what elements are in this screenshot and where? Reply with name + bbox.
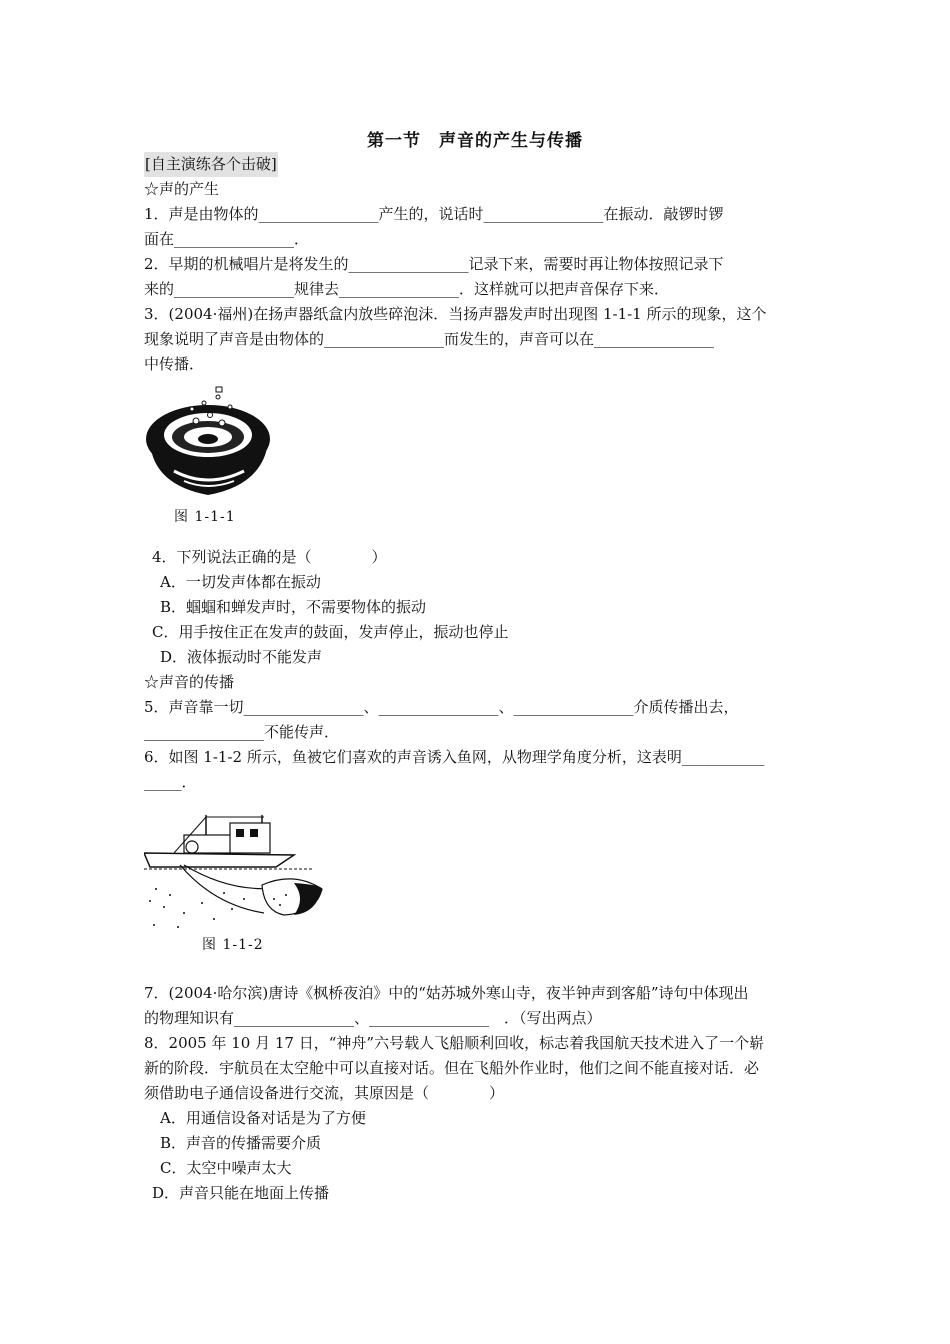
heading-sound-propagation: ☆声音的传播 xyxy=(144,673,235,691)
question-6-line-2: _____． xyxy=(144,773,197,791)
question-4-option-a: A．一切发声体都在振动 xyxy=(160,573,321,591)
question-4-option-b: B．蝈蝈和蝉发声时，不需要物体的振动 xyxy=(160,598,427,616)
question-8-option-b: B．声音的传播需要介质 xyxy=(160,1134,322,1152)
question-7-line-1: 7．(2004·哈尔滨)唐诗《枫桥夜泊》中的“姑苏城外寒山寺，夜半钟声到客船”诗句中体现出 xyxy=(144,984,749,1002)
question-8-option-a: A．用通信设备对话是为了方便 xyxy=(160,1109,366,1127)
question-1-line-2: 面在________________． xyxy=(144,230,310,248)
question-4-stem: 4．下列说法正确的是（ ） xyxy=(152,548,387,566)
figure-speaker xyxy=(144,377,808,503)
question-2-line-2: 来的________________规律去________________．这样就可以把声音保存下来． xyxy=(144,280,670,298)
question-5-line-2: ________________不能传声． xyxy=(144,723,340,741)
heading-sound-production: ☆声的产生 xyxy=(144,180,220,198)
question-7-line-2: 的物理知识有________________、________________ ．（写出两点） xyxy=(144,1009,602,1027)
question-3-line-1: 3．(2004·福州)在扬声器纸盒内放些碎泡沫．当扬声器发声时出现图 1-1-1 所示的现象，这个 xyxy=(144,305,767,323)
page-title: 第一节 声音的产生与传播 xyxy=(367,131,583,151)
question-8-line-3: 须借助电子通信设备进行交流，其原因是（ ） xyxy=(144,1084,505,1102)
worksheet-content xyxy=(144,152,808,1206)
question-8-line-2: 新的阶段．宇航员在太空舱中可以直接对话。但在飞船外作业时，他们之间不能直接对话．必 xyxy=(144,1059,760,1077)
question-8-option-d: D．声音只能在地面上传播 xyxy=(152,1184,330,1202)
question-1-line-1: 1．声是由物体的________________产生的，说话时________________在振动．敲锣时锣 xyxy=(144,205,724,223)
question-4-option-c: C．用手按住正在发声的鼓面，发声停止，振动也停止 xyxy=(152,623,509,641)
figure-fishing-boat xyxy=(144,795,808,933)
question-3-line-3: 中传播． xyxy=(144,355,205,373)
question-8-line-1: 8．2005 年 10 月 17 日，“神舟”六号载人飞船顺利回收，标志着我国航天技术进入了一个崭 xyxy=(144,1034,765,1052)
speaker-illustration xyxy=(144,385,274,505)
question-2-line-1: 2．早期的机械唱片是将发生的________________记录下来，需要时再让物体按照记录下 xyxy=(144,255,724,273)
question-3-line-2: 现象说明了声音是由物体的________________而发生的，声音可以在________________ xyxy=(144,330,715,348)
question-4-option-d: D．液体振动时不能发声 xyxy=(160,648,323,666)
section-tag: [自主演练各个击破] xyxy=(144,152,278,177)
question-6-line-1: 6．如图 1-1-2 所示，鱼被它们喜欢的声音诱入鱼网，从物理学角度分析，这表明___________ xyxy=(144,748,765,766)
figure-2-caption: 图 1-1-2 xyxy=(202,937,264,953)
fishing-boat-illustration xyxy=(144,815,334,935)
figure-1-caption: 图 1-1-1 xyxy=(174,509,236,525)
question-5-line-1: 5．声音靠一切________________、________________、________________介质传播出去， xyxy=(144,698,739,716)
question-8-option-c: C．太空中噪声太大 xyxy=(160,1159,292,1177)
